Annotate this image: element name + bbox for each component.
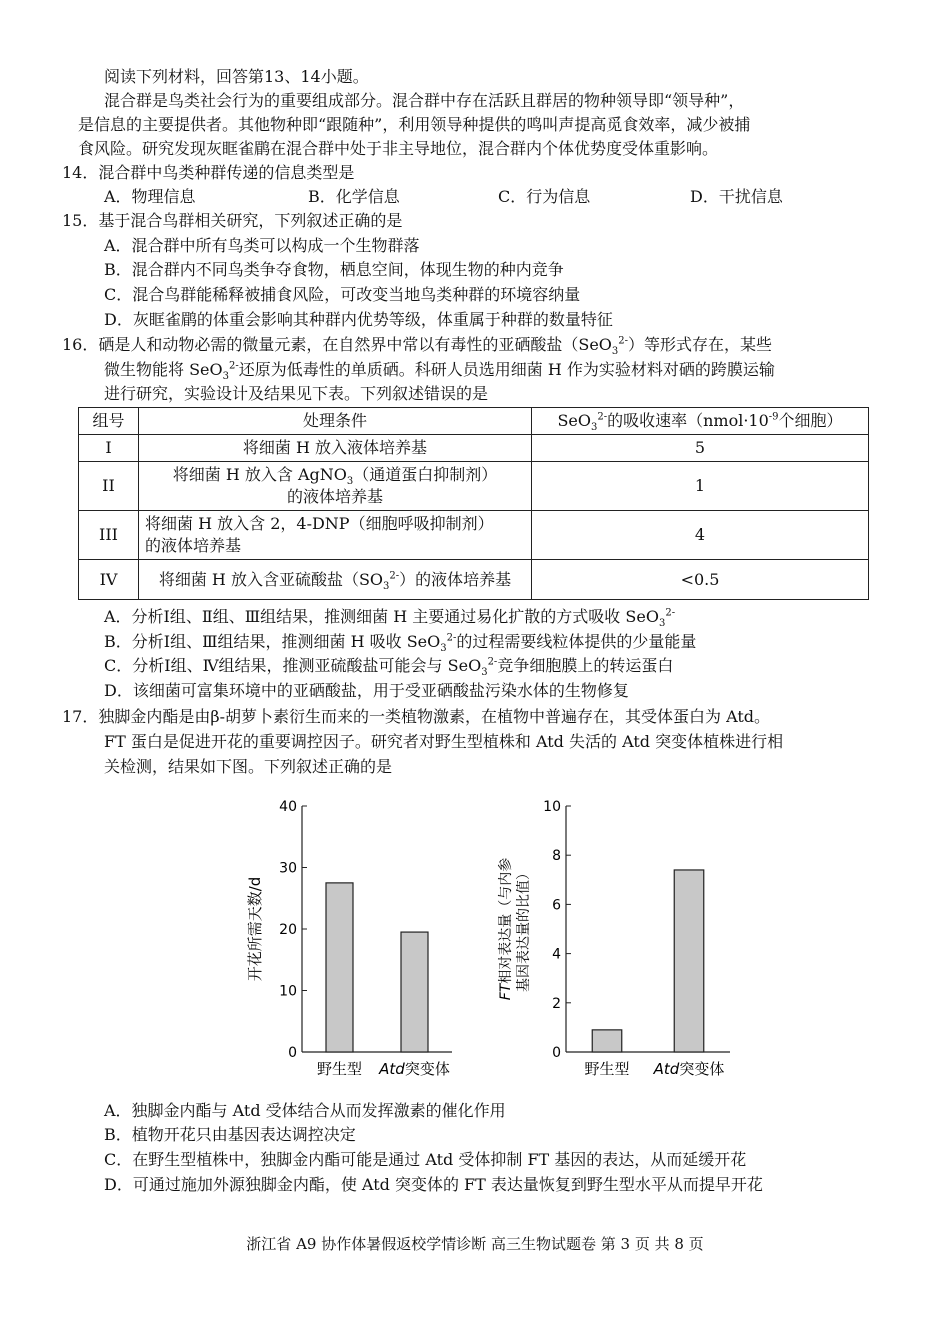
page-footer: 浙江省 A9 协作体暑假返校学情诊断 高三生物试题卷 第 3 页 共 8 页 — [246, 1235, 704, 1253]
table-row: I 将细菌 H 放入液体培养基 5 — [79, 435, 869, 462]
q15-option-a[interactable]: A．混合群中所有鸟类可以构成一个生物群落 — [104, 236, 420, 255]
q17-option-a[interactable]: A．独脚金内酯与 Atd 受体结合从而发挥激素的催化作用 — [104, 1101, 506, 1120]
x-tick-label: 野生型 — [316, 1060, 363, 1078]
x-tick-label: 野生型 — [584, 1060, 630, 1078]
y-tick-label: 0 — [552, 1045, 561, 1061]
table-header-rate: SeO$_3^{2-}$的吸收速率（$nmol\cdot 10^{-9}$个细胞） — [532, 408, 869, 435]
y-tick-label: 4 — [552, 946, 561, 963]
y-tick-label: 10 — [279, 983, 297, 1000]
y-axis-label: 基因表达量的比值） — [516, 866, 532, 992]
q14-option-c[interactable]: C．行为信息 — [498, 187, 591, 206]
reading-prompt: 阅读下列材料，回答第13、14小题。 — [104, 67, 369, 86]
q17-option-b[interactable]: B．植物开花只由基因表达调控决定 — [104, 1125, 356, 1144]
q14-option-b[interactable]: B．化学信息 — [308, 187, 400, 206]
y-tick-label: 8 — [552, 848, 561, 865]
q15-stem: 15．基于混合鸟群相关研究，下列叙述正确的是 — [62, 211, 403, 230]
y-tick-label: 30 — [279, 860, 297, 877]
y-tick-label: 40 — [279, 799, 297, 815]
q14-option-a[interactable]: A．物理信息 — [104, 187, 196, 206]
y-tick-label: 2 — [552, 995, 561, 1012]
y-tick-label: 10 — [543, 799, 561, 815]
table-header-condition: 处理条件 — [139, 408, 532, 435]
y-axis-label: 开花所需天数/d — [246, 876, 264, 982]
q16-stem-line-1: 16．硒是人和动物必需的微量元素，在自然界中常以有毒性的亚硒酸盐（SeO$_3^{2-}$）等形式存在，某些 — [62, 335, 773, 358]
q14-option-d[interactable]: D．干扰信息 — [690, 187, 783, 206]
q16-option-c[interactable]: C．分析Ⅰ组、Ⅳ组结果，推测亚硫酸盐可能会与 SeO$_3^{2-}$竞争细胞膜上的转运蛋白 — [104, 656, 674, 679]
x-tick-label: Atd突变体 — [379, 1060, 450, 1078]
q16-stem-line-2: 微生物能将 SeO$_3^{2-}$还原为低毒性的单质硒。科研人员选用细菌 H 作为实验材料对硒的跨膜运输 — [104, 360, 775, 383]
q15-option-d[interactable]: D．灰眶雀鹛的体重会影响其种群内优势等级，体重属于种群的数量特征 — [104, 310, 613, 329]
q17-stem-line-1: 17．独脚金内酯是由β-胡萝卜素衍生而来的一类植物激素，在植物中普遍存在，其受体蛋白为 Atd。 — [62, 707, 771, 726]
bar — [401, 932, 428, 1052]
y-axis-label: FT相对表达量（与内参 — [498, 857, 514, 1001]
q16-option-d[interactable]: D．该细菌可富集环境中的亚硒酸盐，用于受亚硒酸盐污染水体的生物修复 — [104, 681, 629, 700]
q17-stem-line-3: 关检测，结果如下图。下列叙述正确的是 — [104, 757, 393, 776]
table-row: II 将细菌 H 放入含 AgNO$_3$（通道蛋白抑制剂） 的液体培养基 1 — [79, 462, 869, 511]
passage-line-1: 混合群是鸟类社会行为的重要组成部分。混合群中存在活跃且群居的物种领导即“领导种”， — [104, 91, 745, 110]
bar — [592, 1030, 622, 1052]
q16-table — [78, 407, 869, 600]
q15-option-b[interactable]: B．混合群内不同鸟类争夺食物，栖息空间，体现生物的种内竞争 — [104, 260, 564, 279]
q16-option-b[interactable]: B．分析Ⅰ组、Ⅲ组结果，推测细菌 H 吸收 SeO$_3^{2-}$的过程需要线粒体提供的少量能量 — [104, 632, 697, 655]
y-tick-label: 20 — [279, 922, 297, 938]
q16-option-a[interactable]: A．分析Ⅰ组、Ⅱ组、Ⅲ组结果，推测细菌 H 主要通过易化扩散的方式吸收 SeO$_3^{2-}$ — [104, 607, 676, 630]
chart-flowering-days — [230, 790, 460, 1090]
q14-stem: 14．混合群中鸟类种群传递的信息类型是 — [62, 163, 355, 182]
y-tick-label: 6 — [552, 897, 561, 914]
table-header-group: 组号 — [79, 408, 139, 435]
passage-line-3: 食风险。研究发现灰眶雀鹛在混合群中处于非主导地位，混合群内个体优势度受体重影响。 — [78, 139, 719, 158]
x-tick-label: Atd突变体 — [653, 1060, 725, 1078]
q17-stem-line-2: FT 蛋白是促进开花的重要调控因子。研究者对野生型植株和 Atd 失活的 Atd 突变体植株进行相 — [104, 732, 784, 751]
table-row: IV 将细菌 H 放入含亚硫酸盐$(SO_3^{2-})$的液体培养基 <0.5 — [79, 560, 869, 600]
q17-option-d[interactable]: D．可通过施加外源独脚金内酯，使 Atd 突变体的 FT 表达量恢复到野生型水平从而提早开花 — [104, 1175, 763, 1194]
y-tick-label: 0 — [288, 1045, 297, 1061]
q15-option-c[interactable]: C．混合鸟群能稀释被捕食风险，可改变当地鸟类种群的环境容纳量 — [104, 285, 581, 304]
bar — [674, 870, 704, 1052]
q17-option-c[interactable]: C．在野生型植株中，独脚金内酯可能是通过 Atd 受体抑制 FT 基因的表达，从而延缓开花 — [104, 1150, 747, 1169]
table-row: III 将细菌 H 放入含 2，4-DNP（细胞呼吸抑制剂） 的液体培养基 4 — [79, 511, 869, 560]
passage-line-2: 是信息的主要提供者。其他物种即“跟随种”，利用领导种提供的鸣叫声提高觅食效率，减少被捕 — [78, 115, 751, 134]
bar — [326, 883, 353, 1052]
chart-ft-expression — [490, 790, 740, 1090]
q14-options — [104, 186, 864, 208]
q16-stem-line-3: 进行研究，实验设计及结果见下表。下列叙述错误的是 — [104, 384, 489, 403]
